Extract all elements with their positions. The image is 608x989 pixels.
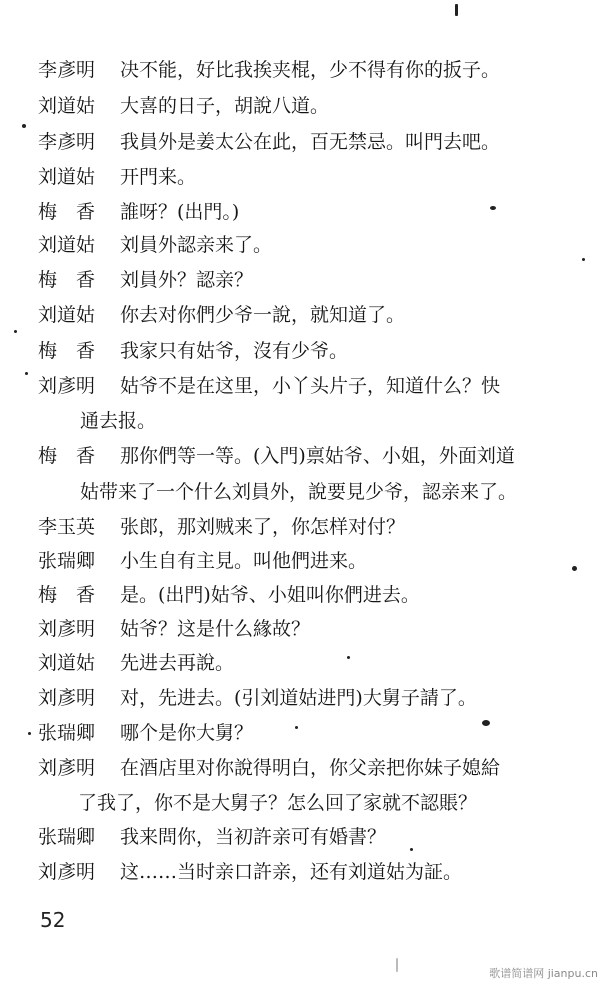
speech-text: 刘員外？認亲？ (120, 269, 254, 291)
dialogue-line (38, 339, 598, 363)
speech-text: 先进去再說。 (120, 652, 235, 674)
scan-speck (22, 124, 26, 128)
speech-continuation: 了我了，你不是大舅子？怎么回了家就不認賬？ (78, 792, 478, 814)
speaker-name: 刘道姑 (38, 95, 96, 117)
dialogue-line (38, 583, 598, 607)
dialogue-line (38, 617, 598, 641)
dialogue-line (38, 303, 598, 327)
speech-text: 刘員外認亲来了。 (120, 234, 273, 256)
speech-text: 誰呀？(出門。) (120, 201, 240, 223)
speaker-name: 刘道姑 (38, 304, 96, 326)
speaker-name: 梅 香 (38, 584, 96, 606)
page-number: 52 (40, 908, 66, 932)
scan-speck (582, 258, 585, 261)
speech-text: 大喜的日子，胡說八道。 (120, 95, 330, 117)
speaker-name: 刘彥明 (38, 687, 96, 709)
speech-text: 哪个是你大舅？ (120, 722, 254, 744)
speech-text: 这……当时亲口許亲，还有刘道姑为証。 (120, 861, 463, 883)
speech-text: 是。(出門)姑爷、小姐叫你們进去。 (120, 584, 420, 606)
site-watermark: 歌谱简谱网 jianpu.cn (489, 967, 598, 980)
speaker-name: 梅 香 (38, 445, 96, 467)
scan-speck (490, 206, 496, 210)
speaker-name: 张瑞卿 (38, 722, 96, 744)
speaker-name: 梅 香 (38, 340, 96, 362)
speech-text: 我員外是姜太公在此，百无禁忌。叫門去吧。 (120, 131, 501, 153)
speech-text: 我来問你，当初許亲可有婚書？ (120, 826, 387, 848)
speech-text: 那你們等一等。(入門)禀姑爷、小姐，外面刘道 (120, 445, 515, 467)
speech-text: 你去对你們少爷一說，就知道了。 (120, 304, 406, 326)
speech-text: 决不能，好比我挨夹棍，少不得有你的扳子。 (120, 59, 501, 81)
speaker-name: 刘道姑 (38, 166, 96, 188)
speech-text: 姑爷不是在这里，小丫头片子，知道什么？快 (120, 375, 501, 397)
dialogue-line (38, 444, 598, 468)
speech-text: 小生自有主見。叫他們进来。 (120, 550, 368, 572)
scan-speck (455, 4, 458, 16)
scan-speck (295, 726, 298, 729)
speech-text: 我家只有姑爷，沒有少爷。 (120, 340, 349, 362)
dialogue-line (38, 651, 598, 675)
dialogue-line (38, 165, 598, 189)
speaker-name: 刘道姑 (38, 652, 96, 674)
speech-text: 开門来。 (120, 166, 197, 188)
speech-text: 对，先进去。(引刘道姑进門)大舅子請了。 (120, 687, 477, 709)
speaker-name: 刘彥明 (38, 618, 96, 640)
speaker-name: 张瑞卿 (38, 826, 96, 848)
scan-speck (572, 566, 577, 571)
speech-continuation: 姑带来了一个什么刘員外，說要見少爷，認亲来了。 (80, 481, 518, 503)
dialogue-line (38, 374, 598, 398)
speaker-name: 李玉英 (38, 516, 96, 538)
speech-continuation: 通去报。 (80, 410, 157, 432)
speaker-name: 梅 香 (38, 269, 96, 291)
speaker-name: 刘彥明 (38, 757, 96, 779)
dialogue-line (38, 233, 598, 257)
dialogue-line (38, 94, 598, 118)
scan-speck (347, 656, 350, 659)
dialogue-line (38, 268, 598, 292)
dialogue-line (38, 200, 598, 224)
speaker-name: 梅 香 (38, 201, 96, 223)
dialogue-line (38, 515, 598, 539)
scan-speck (396, 958, 398, 972)
scan-speck (14, 330, 17, 333)
dialogue-line (38, 686, 598, 710)
speaker-name: 刘彥明 (38, 375, 96, 397)
speech-text: 张郎，那刘贼来了，你怎样对付？ (120, 516, 406, 538)
dialogue-line (38, 130, 598, 154)
dialogue-line (38, 58, 598, 82)
scan-speck (25, 372, 28, 375)
speaker-name: 李彥明 (38, 59, 96, 81)
speaker-name: 刘彥明 (38, 861, 96, 883)
dialogue-line (38, 549, 598, 573)
scan-speck (482, 720, 490, 726)
dialogue-line (38, 825, 598, 849)
dialogue-line (38, 756, 598, 780)
speech-text: 姑爷？这是什么緣故？ (120, 618, 311, 640)
speaker-name: 李彥明 (38, 131, 96, 153)
scan-speck (28, 732, 31, 735)
speaker-name: 刘道姑 (38, 234, 96, 256)
dialogue-line (38, 860, 598, 884)
speaker-name: 张瑞卿 (38, 550, 96, 572)
speech-text: 在酒店里对你說得明白，你父亲把你妹子媳給 (120, 757, 501, 779)
scan-speck (410, 848, 413, 851)
dialogue-line (38, 721, 598, 745)
